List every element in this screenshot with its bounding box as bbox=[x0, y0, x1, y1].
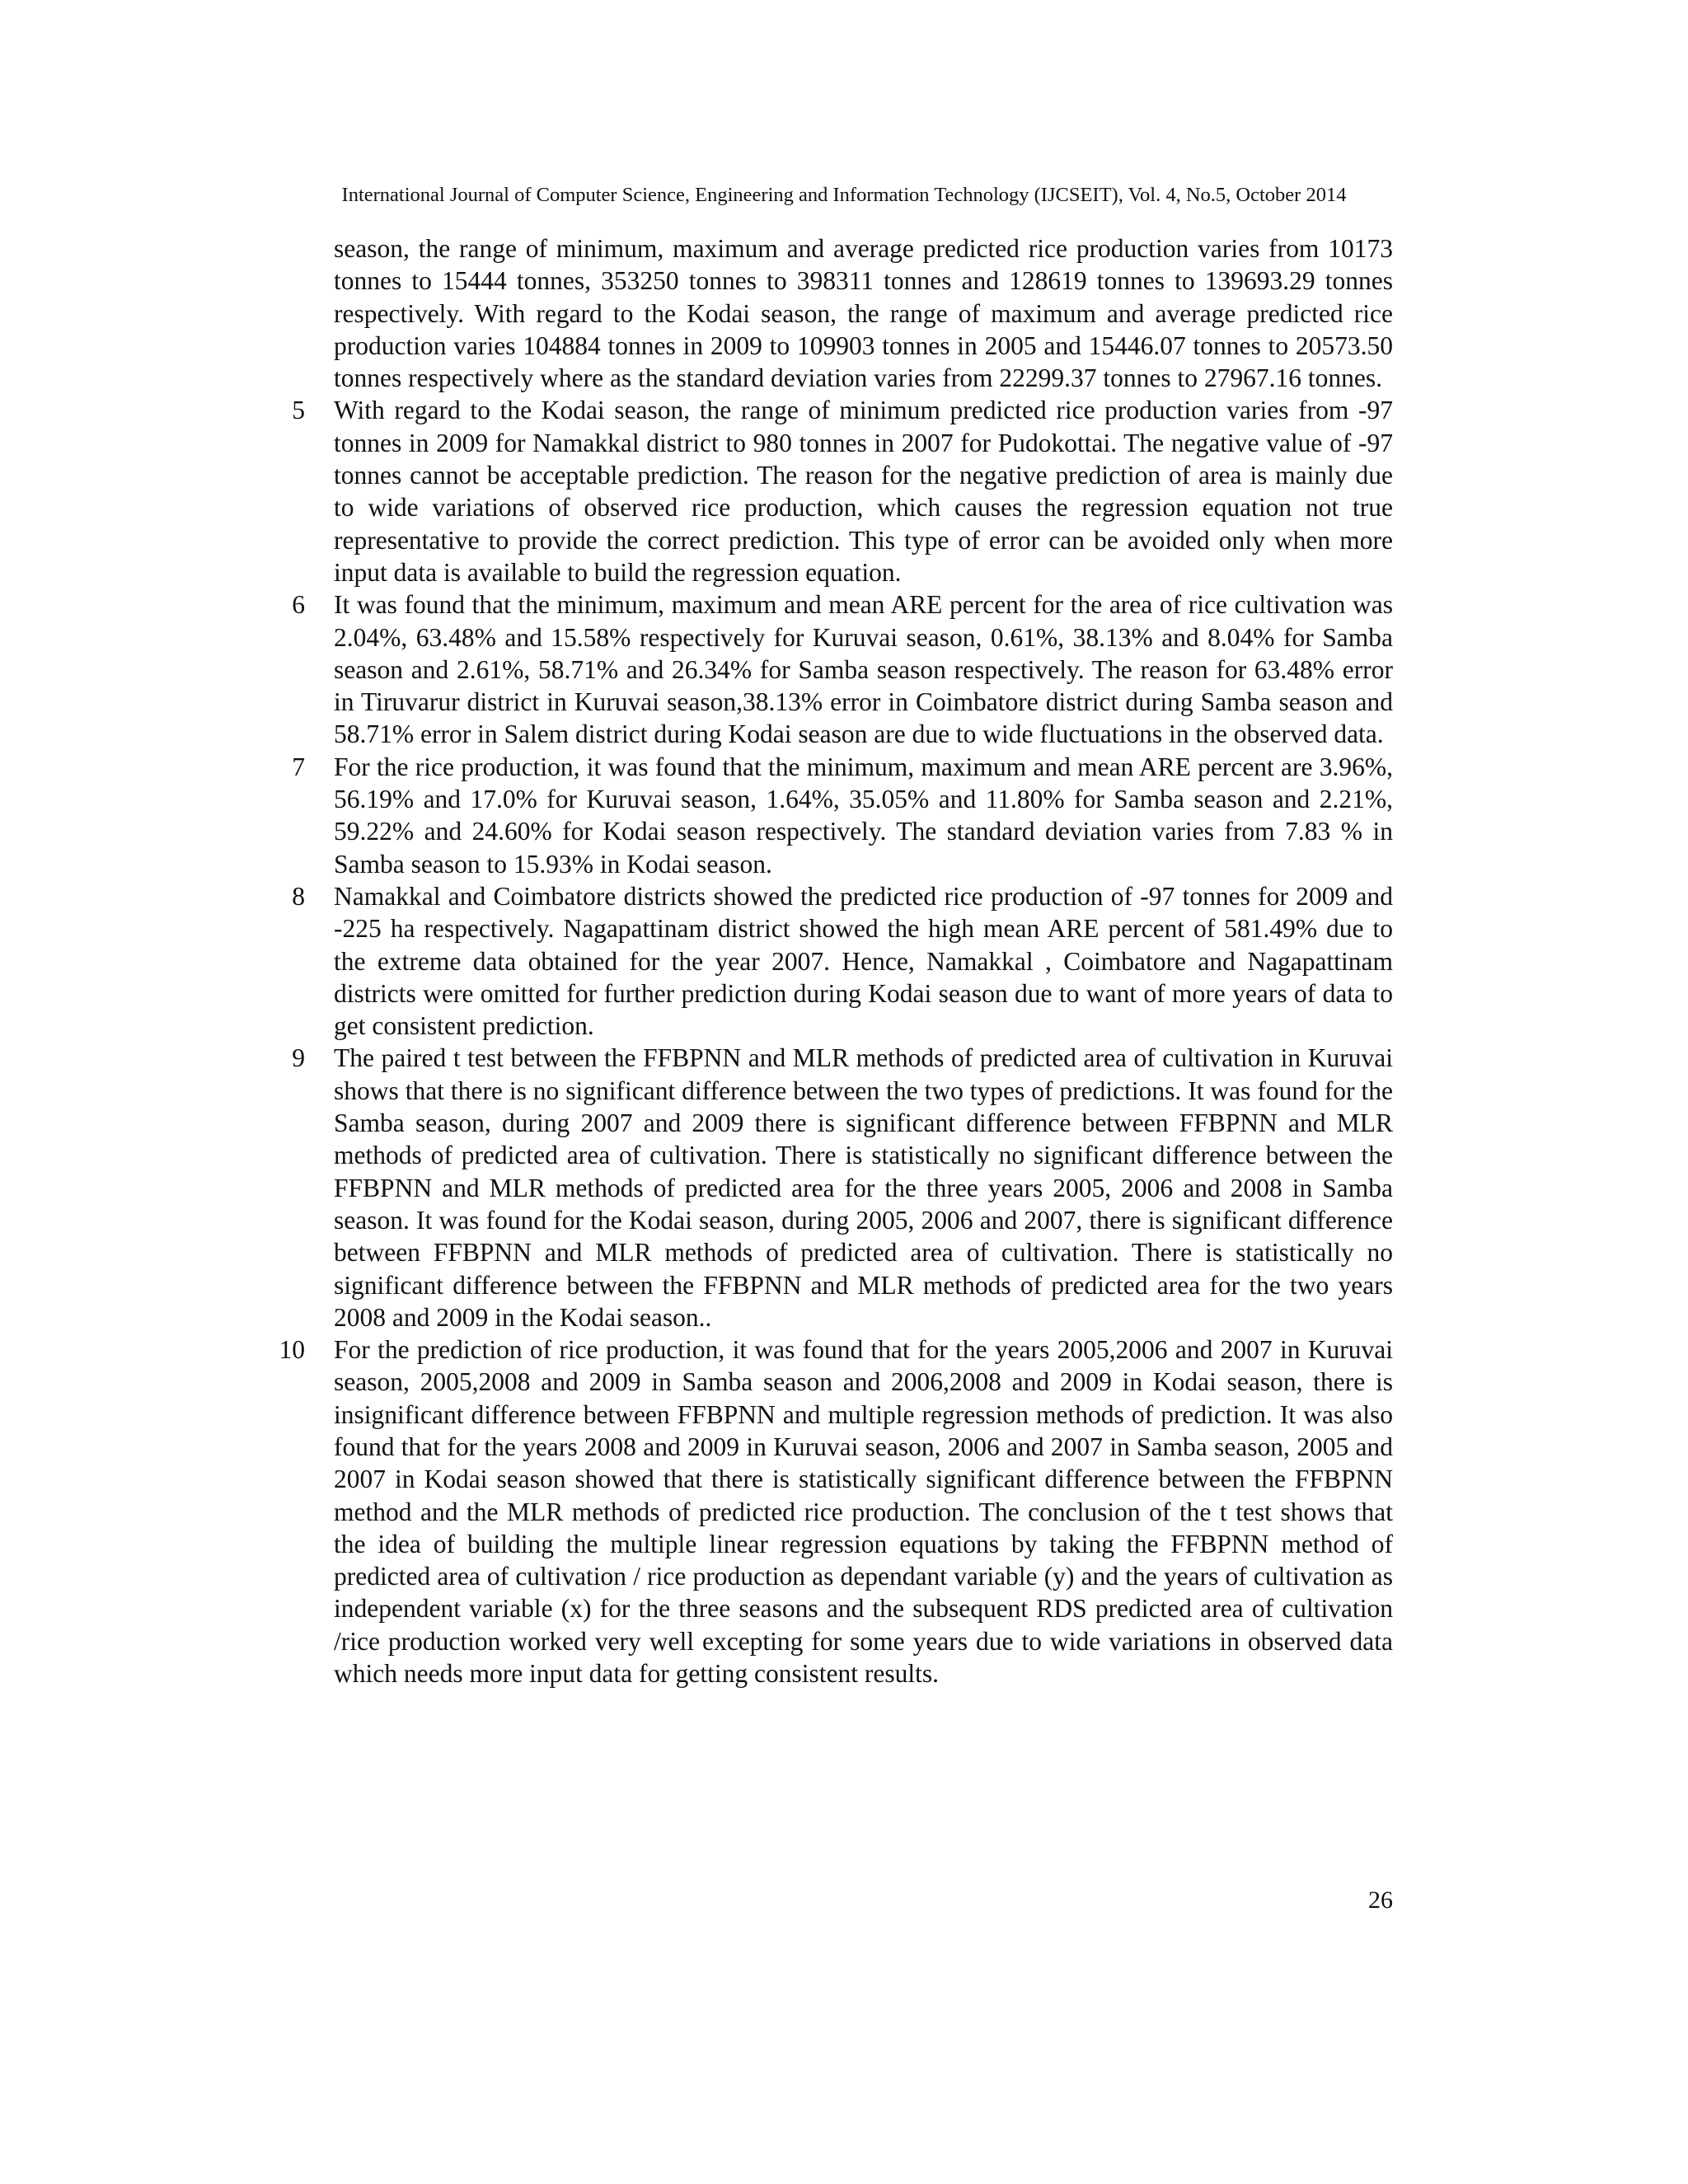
list-item-text: Namakkal and Coimbatore districts showed the predicted rice production of -97 tonnes for 2009 and -225 ha respectively. Nagapattinam district showed the high mean ARE percent of 581.49% due to the extreme data obtained for the year 2007. Hence, Namakkal , Coimbatore and Nagapattinam districts were omitted for further prediction during Kodai season due to want of more years of data to get consistent prediction. bbox=[334, 881, 1393, 1041]
list-item-number: 10 bbox=[279, 1335, 305, 1365]
list-item-number: 7 bbox=[292, 752, 305, 781]
list-item-text: For the prediction of rice production, it was found that for the years 2005,2006 and 2007 in Kuruvai season, 2005,2008 and 2009 in Samba season and 2006,2008 and 2009 in Kodai season, there is insignificant difference between FFBPNN and multiple regression methods of prediction. It was also found that for the years 2008 and 2009 in Kuruvai season, 2006 and 2007 in Samba season, 2005 and 2007 in Kodai season showed that there is statistically significant difference between the FFBPNN method and the MLR methods of predicted rice production. The conclusion of the t test shows that the idea of building the multiple linear regression equations by taking the FFBPNN method of predicted area of cultivation / rice production as dependant variable (y) and the years of cultivation as independent variable (x) for the three seasons and the subsequent RDS predicted area of cultivation /rice production worked very well excepting for some years due to wide variations in observed data which needs more input data for getting consistent results. bbox=[334, 1335, 1393, 1689]
list-item-9 bbox=[292, 1042, 1393, 1333]
list-item-10 bbox=[279, 1333, 1393, 1690]
continued-paragraph: season, the range of minimum, maximum and average predicted rice production varies from 10173 tonnes to 15444 tonnes, 353250 tonnes to 398311 tonnes and 128619 tonnes to 139693.29 tonnes respectively. With regard to the Kodai season, the range of maximum and average predicted rice production varies 104884 tonnes in 2009 to 109903 tonnes in 2005 and 15446.07 tonnes to 20573.50 tonnes respectively where as the standard deviation varies from 22299.37 tonnes to 27967.16 tonnes. bbox=[334, 234, 1393, 393]
journal-running-header: International Journal of Computer Science, Engineering and Information Technology (IJCSEIT), Vol. 4, No.5, October 2014 bbox=[341, 184, 1347, 206]
list-item-8 bbox=[292, 880, 1393, 1042]
list-item-number: 9 bbox=[292, 1043, 305, 1073]
list-item-text: For the rice production, it was found that the minimum, maximum and mean ARE percent are 3.96%, 56.19% and 17.0% for Kuruvai season, 1.64%, 35.05% and 11.80% for Samba season and 2.21%, 59.22% and 24.60% for Kodai season respectively. The standard deviation varies from 7.83 % in Samba season to 15.93% in Kodai season. bbox=[334, 752, 1393, 879]
list-item-5 bbox=[292, 394, 1393, 588]
list-item-6 bbox=[292, 588, 1393, 750]
list-item-number: 5 bbox=[292, 396, 305, 425]
list-item-text: The paired t test between the FFBPNN and MLR methods of predicted area of cultivation in Kuruvai shows that there is no significant difference between the two types of predictions. It was found for the Samba season, during 2007 and 2009 there is significant difference between FFBPNN and MLR methods of predicted area of cultivation. There is statistically no significant difference between the FFBPNN and MLR methods of predicted area for the three years 2005, 2006 and 2008 in Samba season. It was found for the Kodai season, during 2005, 2006 and 2007, there is significant difference between FFBPNN and MLR methods of predicted area of cultivation. There is statistically no significant difference between the FFBPNN and MLR methods of predicted area for the two years 2008 and 2009 in the Kodai season.. bbox=[334, 1043, 1393, 1332]
body-text bbox=[279, 232, 1393, 1690]
list-item-text: It was found that the minimum, maximum and mean ARE percent for the area of rice cultivation was 2.04%, 63.48% and 15.58% respectively for Kuruvai season, 0.61%, 38.13% and 8.04% for Samba season and 2.61%, 58.71% and 26.34% for Samba season respectively. The reason for 63.48% error in Tiruvarur district in Kuruvai season,38.13% error in Coimbatore district during Samba season and 58.71% error in Salem district during Kodai season are due to wide fluctuations in the observed data. bbox=[334, 590, 1393, 749]
list-item-number: 6 bbox=[292, 590, 305, 620]
list-item-text: With regard to the Kodai season, the range of minimum predicted rice production varies from -97 tonnes in 2009 for Namakkal district to 980 tonnes in 2007 for Pudokottai. The negative value of -97 tonnes cannot be acceptable prediction. The reason for the negative prediction of area is mainly due to wide variations of observed rice production, which causes the regression equation not true representative to provide the correct prediction. This type of error can be avoided only when more input data is available to build the regression equation. bbox=[334, 396, 1393, 587]
page-number: 26 bbox=[1368, 1886, 1393, 1914]
list-item-7 bbox=[292, 751, 1393, 880]
list-item-number: 8 bbox=[292, 881, 305, 911]
